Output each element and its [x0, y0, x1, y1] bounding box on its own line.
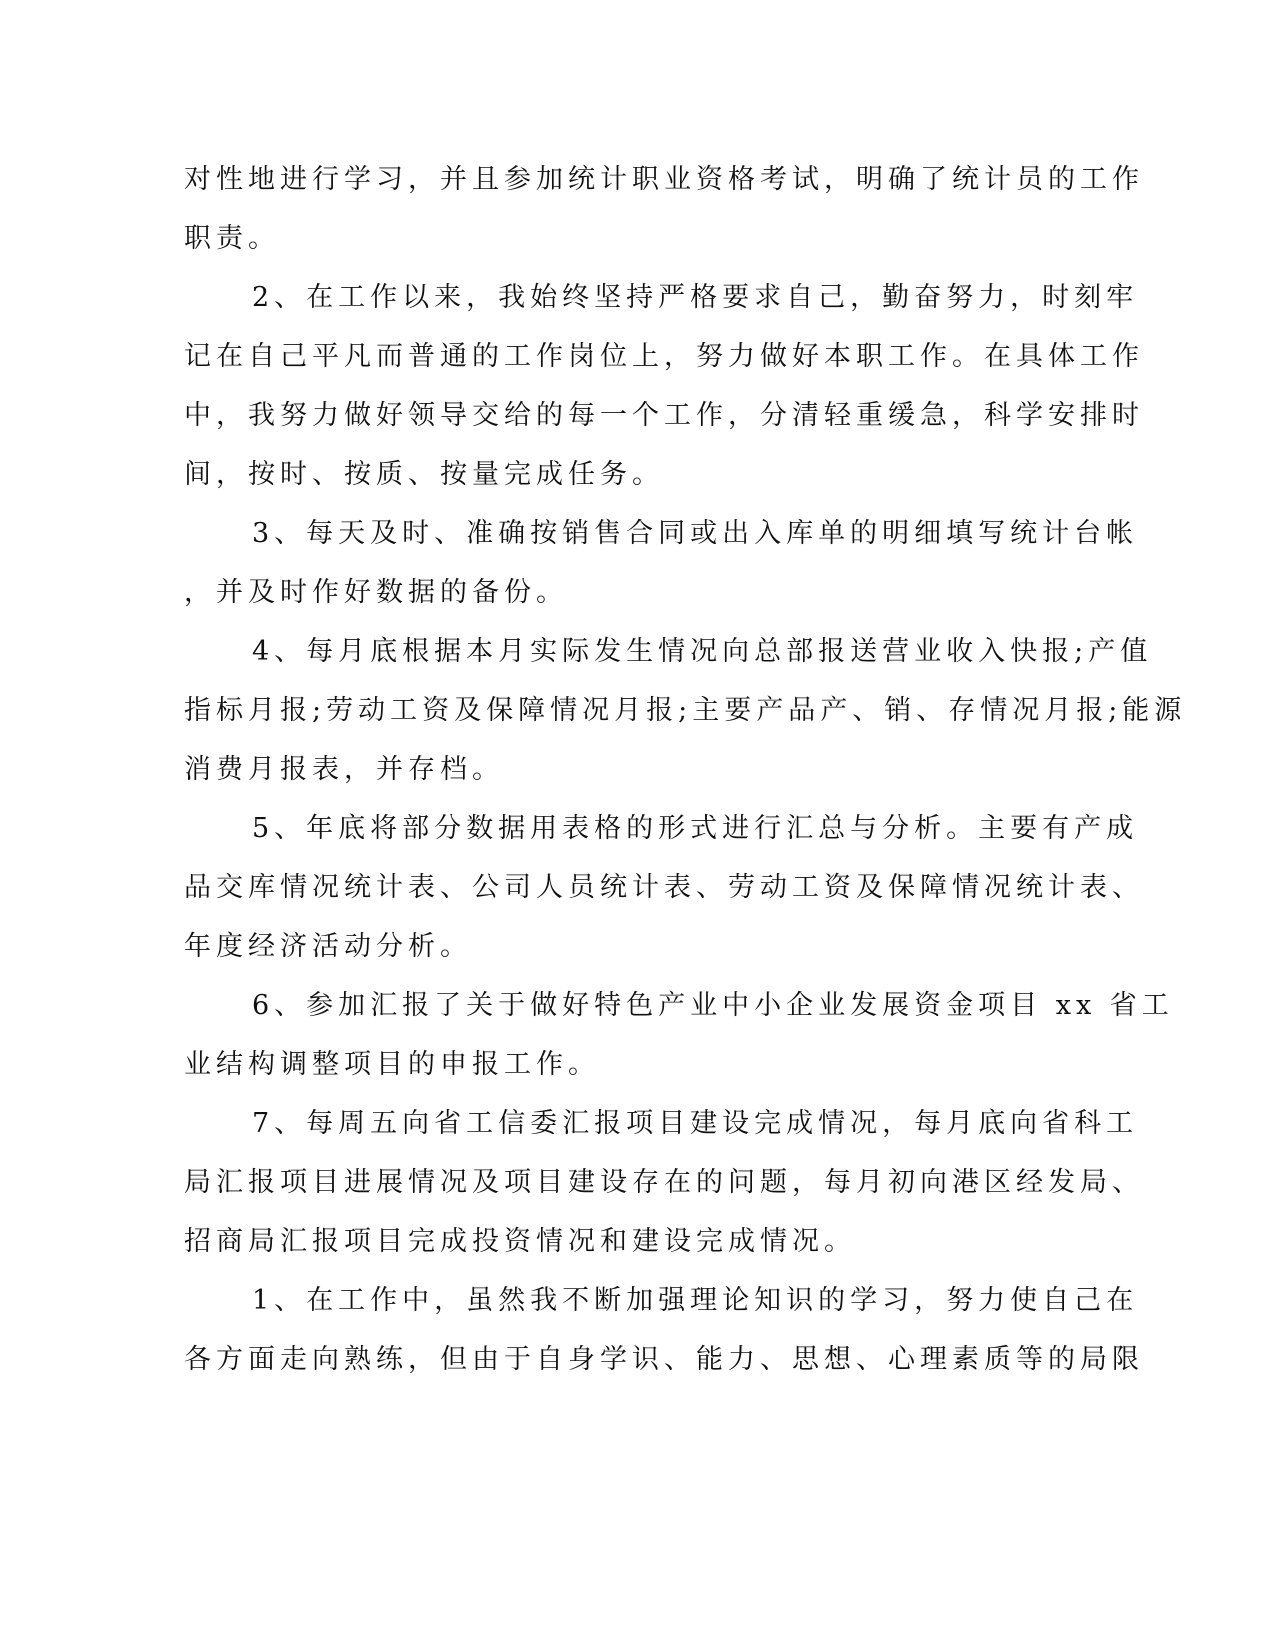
text-line: ，并及时作好数据的备份。 [184, 577, 568, 608]
text-line: 2、在工作以来，我始终坚持严格要求自己，勤奋努力，时刻牢 [252, 282, 1139, 313]
text-line: 4、每月底根据本月实际发生情况向总部报送营业收入快报;产值 [252, 636, 1153, 667]
text-line: 局汇报项目进展情况及项目建设存在的问题，每月初向港区经发局、 [184, 1167, 1144, 1198]
text-line: 各方面走向熟练，但由于自身学识、能力、思想、心理素质等的局限 [184, 1344, 1144, 1375]
text-line: 记在自己平凡而普通的工作岗位上，努力做好本职工作。在具体工作 [184, 341, 1144, 372]
text-line: 品交库情况统计表、公司人员统计表、劳动工资及保障情况统计表、 [184, 872, 1144, 903]
text-line: 间，按时、按质、按量完成任务。 [184, 459, 664, 490]
text-line: 对性地进行学习，并且参加统计职业资格考试，明确了统计员的工作 [184, 164, 1144, 195]
text-line: 5、年底将部分数据用表格的形式进行汇总与分析。主要有产成 [252, 813, 1139, 844]
text-line: 消费月报表，并存档。 [184, 754, 504, 785]
text-line: 中，我努力做好领导交给的每一个工作，分清轻重缓急，科学安排时 [184, 400, 1144, 431]
text-line: 招商局汇报项目完成投资情况和建设完成情况。 [184, 1226, 856, 1257]
text-line: 6、参加汇报了关于做好特色产业中小企业发展资金项目 xx 省工 [252, 990, 1174, 1021]
text-line: 3、每天及时、准确按销售合同或出入库单的明细填写统计台帐 [252, 518, 1139, 549]
text-line: 年度经济活动分析。 [184, 931, 472, 962]
text-line: 职责。 [184, 223, 280, 254]
text-line: 7、每周五向省工信委汇报项目建设完成情况，每月底向省科工 [252, 1108, 1139, 1139]
text-line: 指标月报;劳动工资及保障情况月报;主要产品产、销、存情况月报;能源 [184, 695, 1187, 726]
text-line: 业结构调整项目的申报工作。 [184, 1049, 600, 1080]
text-line: 1、在工作中，虽然我不断加强理论知识的学习，努力使自己在 [252, 1285, 1139, 1316]
